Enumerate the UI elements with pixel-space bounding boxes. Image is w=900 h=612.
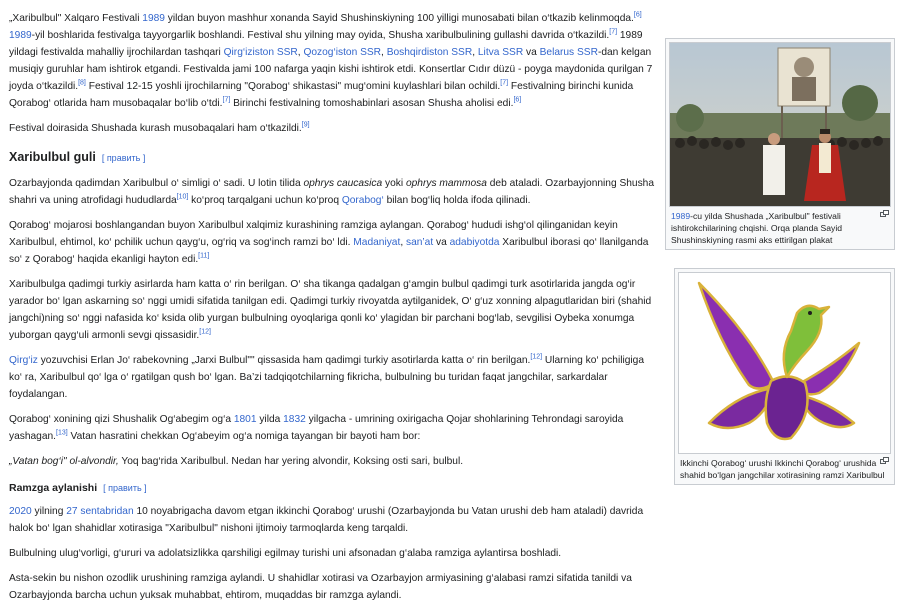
- figure-festival: [665, 38, 895, 250]
- ref[interactable]: [12]: [199, 328, 211, 336]
- festival-photo[interactable]: [669, 42, 891, 207]
- caption-link-1989[interactable]: 1989: [671, 211, 691, 221]
- link-1989[interactable]: 1989: [142, 13, 165, 24]
- link-kazakh-ssr[interactable]: Qozog‘iston SSR: [303, 47, 382, 58]
- paragraph-festival: „Xaribulbul" Xalqaro Festivali 1989 yildan buyon mashhur xonanda Sayid Shushinskiyning 100 yilligi munosabati bilan o‘tkazib kelinmoqda.[6] 1989-yil boshlarida festivalga tayyorgarlik boshlandi. Festival shu yilning may oyida, Shusha xaribulbulining gullashi davrida o‘tkazildi.[7] 1989 yildagi festivalda mahalliy ijrochilardan tashqari Qirg‘iziston SSR, Qozog‘iston SSR, Boshqirdiston SSR, Litva SSR va Belarus SSR-dan kelgan musiqiy guruhlar ham ishtirok etgandi. Festivalda jami 100 nafarga yaqin kishi ishtirok etdi. Konsertlar Cıdır düzü - poyga maydonida qurilgan 7 joyda o‘tkazildi.[8] Festival 12-15 yoshli ijrochilarning "Qorabog‘ shikastasi" mug‘omini kuylashlari bilan ochildi.[7] Festivalning birinchi kunida Qorabog‘ otlarida ham musobaqalar bo‘lib o‘tdi.[7] Birinchi festivalning tomoshabinlari asosan Shusha aholisi edi.[6]: [9, 11, 653, 109]
- figure-symbol: [674, 268, 895, 485]
- link-belarus-ssr[interactable]: Belarus SSR: [539, 47, 598, 58]
- paragraph-legend: Xaribulbulga qadimgi turkiy asirlarda ham katta o‘ rin berilgan. O‘ sha tikanga qadalgan g‘amgin bulbul qadimgi turk asotirlarida jangda og‘ir yarador bo‘ lgan askarning so‘ nggi umidi sifatida tanilgan edi. Qadimgi turkiy rivoyatda aytilganidek, O‘ g‘uz xonning alpagutlaridan biri (shahid jangchi)ning so‘ nggi nafasida ko‘ ksida olib yurgan bulbulning oyoqlariga qonli ko‘ ylagidan bir parchani bog‘lab, sevgilisi Oybeka xonumga yuborgan qayg‘uli armonli sevgi qissasidir.[12]: [9, 279, 652, 341]
- link-kyrgyz[interactable]: Qirg‘iz: [9, 355, 38, 366]
- figure-festival-caption: 1989-cu yilda Shushada „Xaribulbul" festivali ishtirokchilarining chqishi. Orqa planda Sayid Shushinskiyning rasmi aks ettirilgan plakat: [669, 207, 891, 246]
- xaribulbul-flower-icon: [679, 273, 890, 453]
- link-kyrgyz-ssr[interactable]: Qirg‘iziston SSR: [223, 47, 298, 58]
- article-body: [9, 10, 659, 612]
- ref[interactable]: [10]: [176, 193, 189, 201]
- ref[interactable]: [13]: [56, 429, 68, 437]
- paragraph-kyrgyz: Qirg‘iz yozuvchisi Erlan Jo‘ rabekovning „Jarxi Bulbul"" qissasida ham qadimgi turkiy asotirlarda katta o‘ rin berilgan.[12] Ularning ko‘ pchiligiga ko‘ ra, Xaribulbul qo‘ lga o‘ rgatilgan qush bo‘ lgan. Ba’zi tadqiqotchilarning fikricha, bulbulning bu turidan faqat jangchilar, sarkardalar foydalangan.: [9, 353, 644, 400]
- ref[interactable]: [7]: [500, 79, 509, 87]
- paragraph-freedom: Asta-sekin bu nishon ozodlik urushining ramziga aylandi. U shahidlar xotirasi va Ozarbayjon armiyasining g‘alabasi ramzi sifatida tanildi va Ozarbayjonda barcha uchun yuksak muhabbat, ehtirom, muqaddas bir ramzga aylandi.: [9, 573, 632, 601]
- figure-symbol-caption: Ikkinchi Qorabog‘ urushi Ikkinchi Qorabog‘ urushida shahid bo‘lgan jangchilar xotirasining ramzi Xaribulbul: [678, 454, 891, 481]
- link-1801[interactable]: 1801: [233, 414, 257, 425]
- ref[interactable]: [12]: [530, 353, 543, 361]
- link-bashkir-ssr[interactable]: Boshqirdiston SSR: [386, 47, 473, 58]
- paragraph-war: 2020 yilning 27 sentabridan 10 noyabrigacha davom etgan ikkinchi Qorabog‘ urushi (Ozarbayjonda bu Vatan urushi deb ham ataladi) davrida halok bo‘ lgan shahidlar xotirasiga "Xaribulbul" nishoni ijtimoiy tarmoqlarda keng tarqaldi.: [9, 506, 644, 534]
- xaribulbul-symbol-image[interactable]: [678, 272, 891, 454]
- link-karabakh[interactable]: Qorabog‘: [341, 195, 384, 206]
- link-1989-year[interactable]: 1989: [9, 30, 32, 41]
- link-1832[interactable]: 1832: [283, 414, 306, 425]
- link-27-september[interactable]: 27 sentabridan: [66, 506, 134, 517]
- ref[interactable]: [6]: [513, 96, 522, 104]
- link-literature[interactable]: adabiyotda: [449, 237, 500, 248]
- ref[interactable]: [7]: [609, 28, 618, 36]
- ref[interactable]: [8]: [78, 79, 86, 87]
- ref[interactable]: [6]: [633, 11, 642, 19]
- paragraph-greatness: Bulbulning ulug‘vorligi, g‘ururi va adolatsizlikka qarshiligi egilmay turishi uni afsonadan g‘alaba ramziga aylantirsa boshladi.: [9, 548, 562, 559]
- link-lithuania-ssr[interactable]: Litva SSR: [477, 47, 524, 58]
- ref[interactable]: [9]: [301, 121, 310, 129]
- paragraph-agabegim: Qorabog‘ xonining qizi Shushalik Og‘abegim og‘a 1801 yilda 1832 yilgacha - umrining oxirigacha Qojar shohlarining Tehrondagi saroyida yashagan.[13] Vatan hasratini chekkan Og‘abeyim og‘a nomiga tayangan bir bayoti ham bor:: [9, 414, 624, 442]
- section-heading-flower: Xaribulbul guli [ править ]: [9, 150, 146, 164]
- link-art[interactable]: san’at: [405, 237, 434, 248]
- ref[interactable]: [7]: [222, 96, 231, 104]
- paragraph-poem: „Vatan bog‘i" ol-alvondir, Yoq bag‘rida Xaribulbul. Nedan har yering alvondir, Koksing osti sari, bulbul.: [9, 456, 464, 467]
- paragraph-wrestling: Festival doirasida Shushada kurash musobaqalari ham o‘tkazildi.[9]: [9, 121, 310, 134]
- ref[interactable]: [11]: [198, 252, 210, 260]
- festival-photo-image: [670, 43, 890, 206]
- enlarge-icon[interactable]: [880, 457, 889, 464]
- enlarge-icon[interactable]: [880, 210, 889, 217]
- link-culture[interactable]: Madaniyat: [353, 237, 401, 248]
- edit-section-link[interactable]: [ править ]: [101, 153, 146, 163]
- paragraph-symbol: Qorabog‘ mojarosi boshlangandan buyon Xaribulbul xalqimiz kurashining ramziga aylangan. Qorabog‘ hududi ishg‘ol qilinganidan keyin Xaribulbul, ehtimol, ko‘ pchilik uchun qayg‘u, og‘riq va sog‘inch ramzi bo‘ ldi. Madaniyat, san’at va adabiyotda Xaribulbul iborasi qo‘ llanilganda so‘ z Qorabog‘ haqida ekanligi hayton edi.[11]: [9, 220, 649, 265]
- link-2020[interactable]: 2020: [9, 506, 32, 517]
- section-heading-symbolization: Ramzga aylanishi [ править ]: [9, 482, 147, 494]
- paragraph-flower: Ozarbayjonda qadimdan Xaribulbul o‘ simligi o‘ sadi. U lotin tilida ophrys caucasica yoki ophrys mammosa deb ataladi. Ozarbayjonning Shusha shahri va uning atrofidagi hududlarda[10] ko‘proq tarqalgani uchun ko‘proq Qorabog‘ bilan bog‘liq holda ifoda qilinadi.: [9, 178, 655, 206]
- edit-section-link[interactable]: [ править ]: [103, 483, 147, 493]
